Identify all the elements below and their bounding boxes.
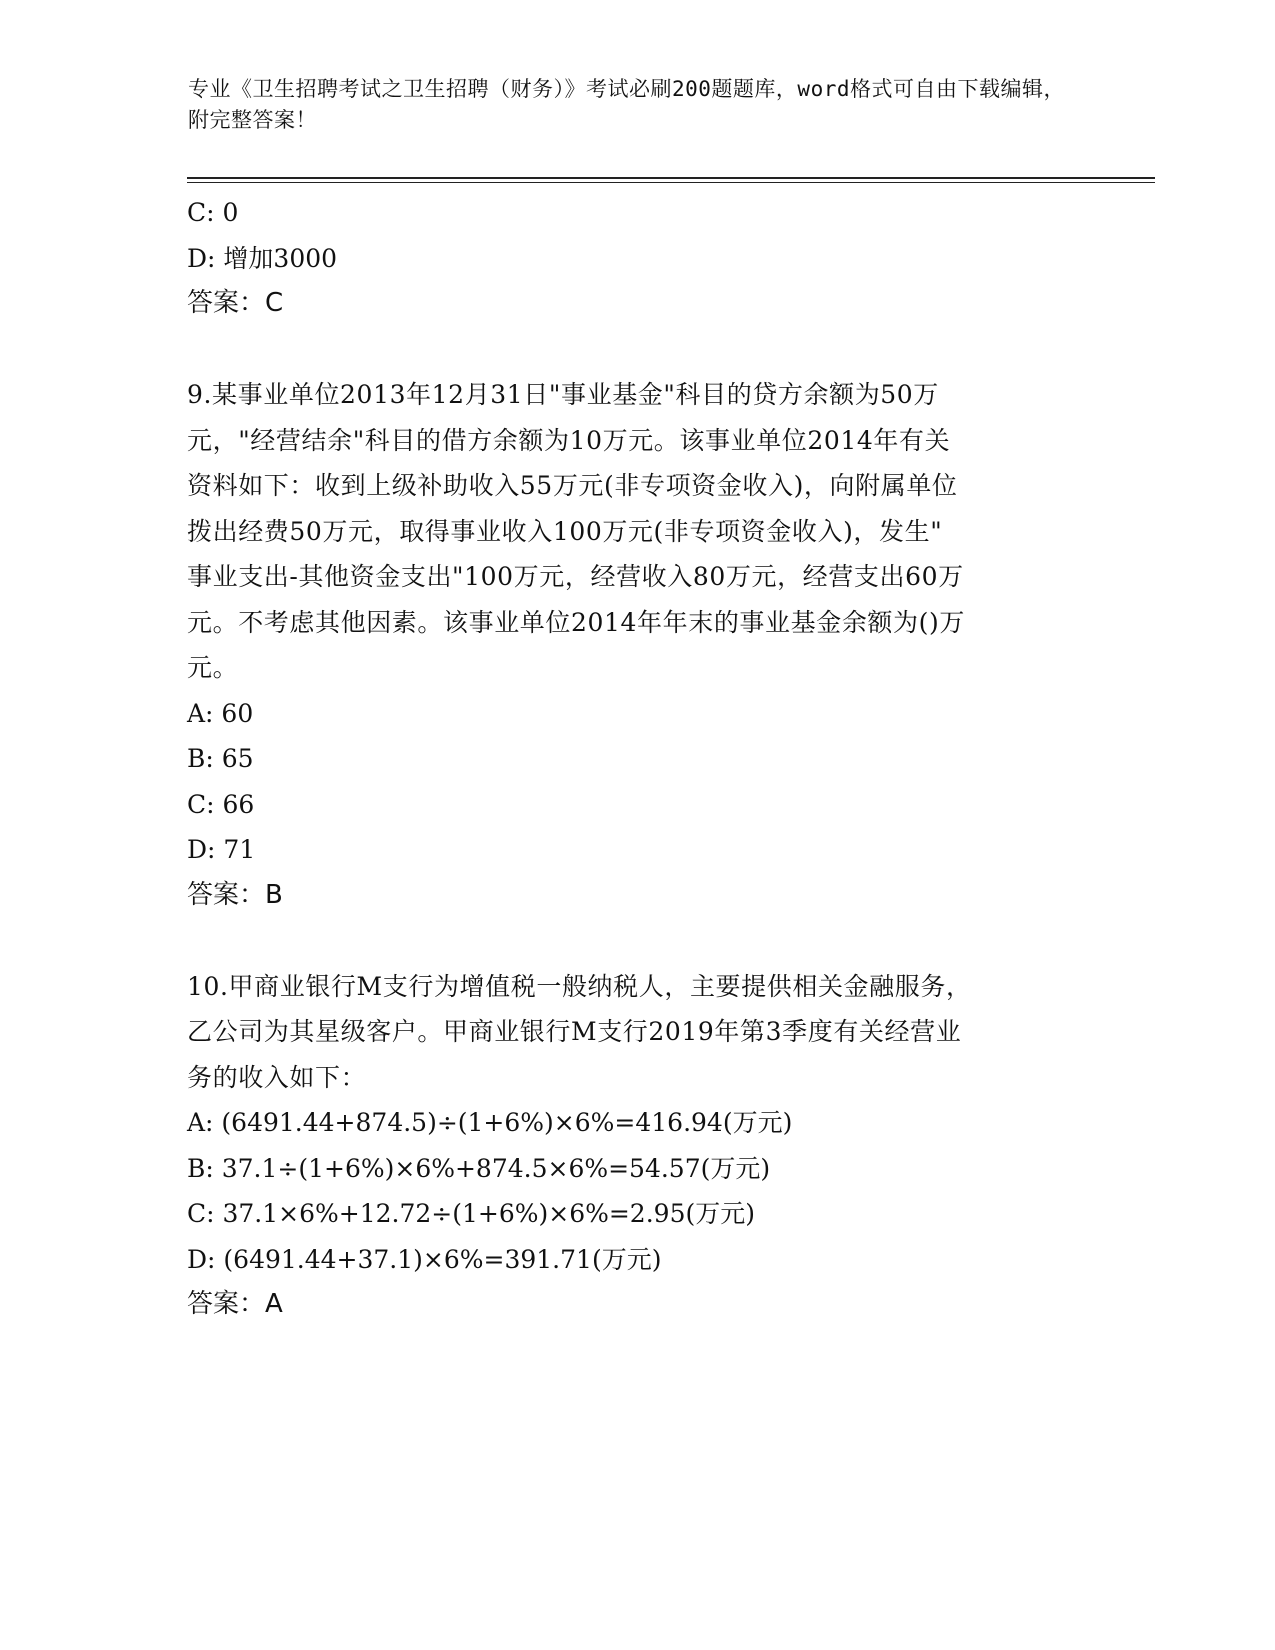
question-8-option-d: D: 增加3000 [187, 243, 338, 273]
question-9-option-c: C: 66 [187, 789, 255, 819]
question-content [187, 190, 1087, 1328]
page-header-title: 专业《卫生招聘考试之卫生招聘（财务）》考试必刷200题题库，word格式可自由下载编辑，附完整答案！ [188, 77, 1065, 132]
question-10-option-c: C: 37.1×6%+12.72÷(1+6%)×6%=2.95(万元) [187, 1199, 755, 1228]
question-9-answer: 答案：B [187, 879, 283, 910]
question-9-line: 元。不考虑其他因素。该事业单位2014年年末的事业基金余额为()万 [187, 607, 965, 637]
question-10-option-b: B: 37.1÷(1+6%)×6%+874.5×6%=54.57(万元) [187, 1153, 771, 1183]
question-9-line: 元，"经营结余"科目的借方余额为10万元。该事业单位2014年有关 [187, 425, 951, 455]
question-9-line: 拨出经费50万元，取得事业收入100万元(非专项资金收入)，发生" [187, 516, 943, 546]
question-10-stem [187, 964, 1087, 1101]
question-9-option-b: B: 65 [187, 744, 254, 773]
question-10-line: 乙公司为其星级客户。甲商业银行M支行2019年第3季度有关经营业 [187, 1017, 962, 1046]
question-10-option-a: A: (6491.44+874.5)÷(1+6%)×6%=416.94(万元) [187, 1108, 793, 1137]
question-10-line: 10.甲商业银行M支行为增值税一般纳税人，主要提供相关金融服务， [187, 971, 972, 1001]
spacer [187, 327, 1087, 373]
question-9-line: 事业支出-其他资金支出"100万元，经营收入80万元，经营支出60万 [187, 562, 964, 591]
question-9-option-d: D: 71 [187, 835, 256, 864]
question-9-line: 元。 [187, 653, 239, 682]
header-divider [187, 177, 1155, 183]
question-10-line: 务的收入如下： [187, 1062, 367, 1092]
question-10-option-d: D: (6491.44+37.1)×6%=391.71(万元) [187, 1244, 662, 1274]
question-9-option-a: A: 60 [187, 698, 254, 728]
question-9-stem [187, 372, 1087, 691]
question-9-line: 资料如下：收到上级补助收入55万元(非专项资金收入)，向附属单位 [187, 471, 958, 500]
question-8-option-c: C: 0 [187, 198, 239, 227]
question-8-answer: 答案：C [187, 288, 284, 318]
spacer [187, 918, 1087, 964]
question-9-line: 9.某事业单位2013年12月31日"事业基金"科目的贷方余额为50万 [187, 380, 939, 409]
question-10-answer: 答案：A [187, 1289, 283, 1319]
